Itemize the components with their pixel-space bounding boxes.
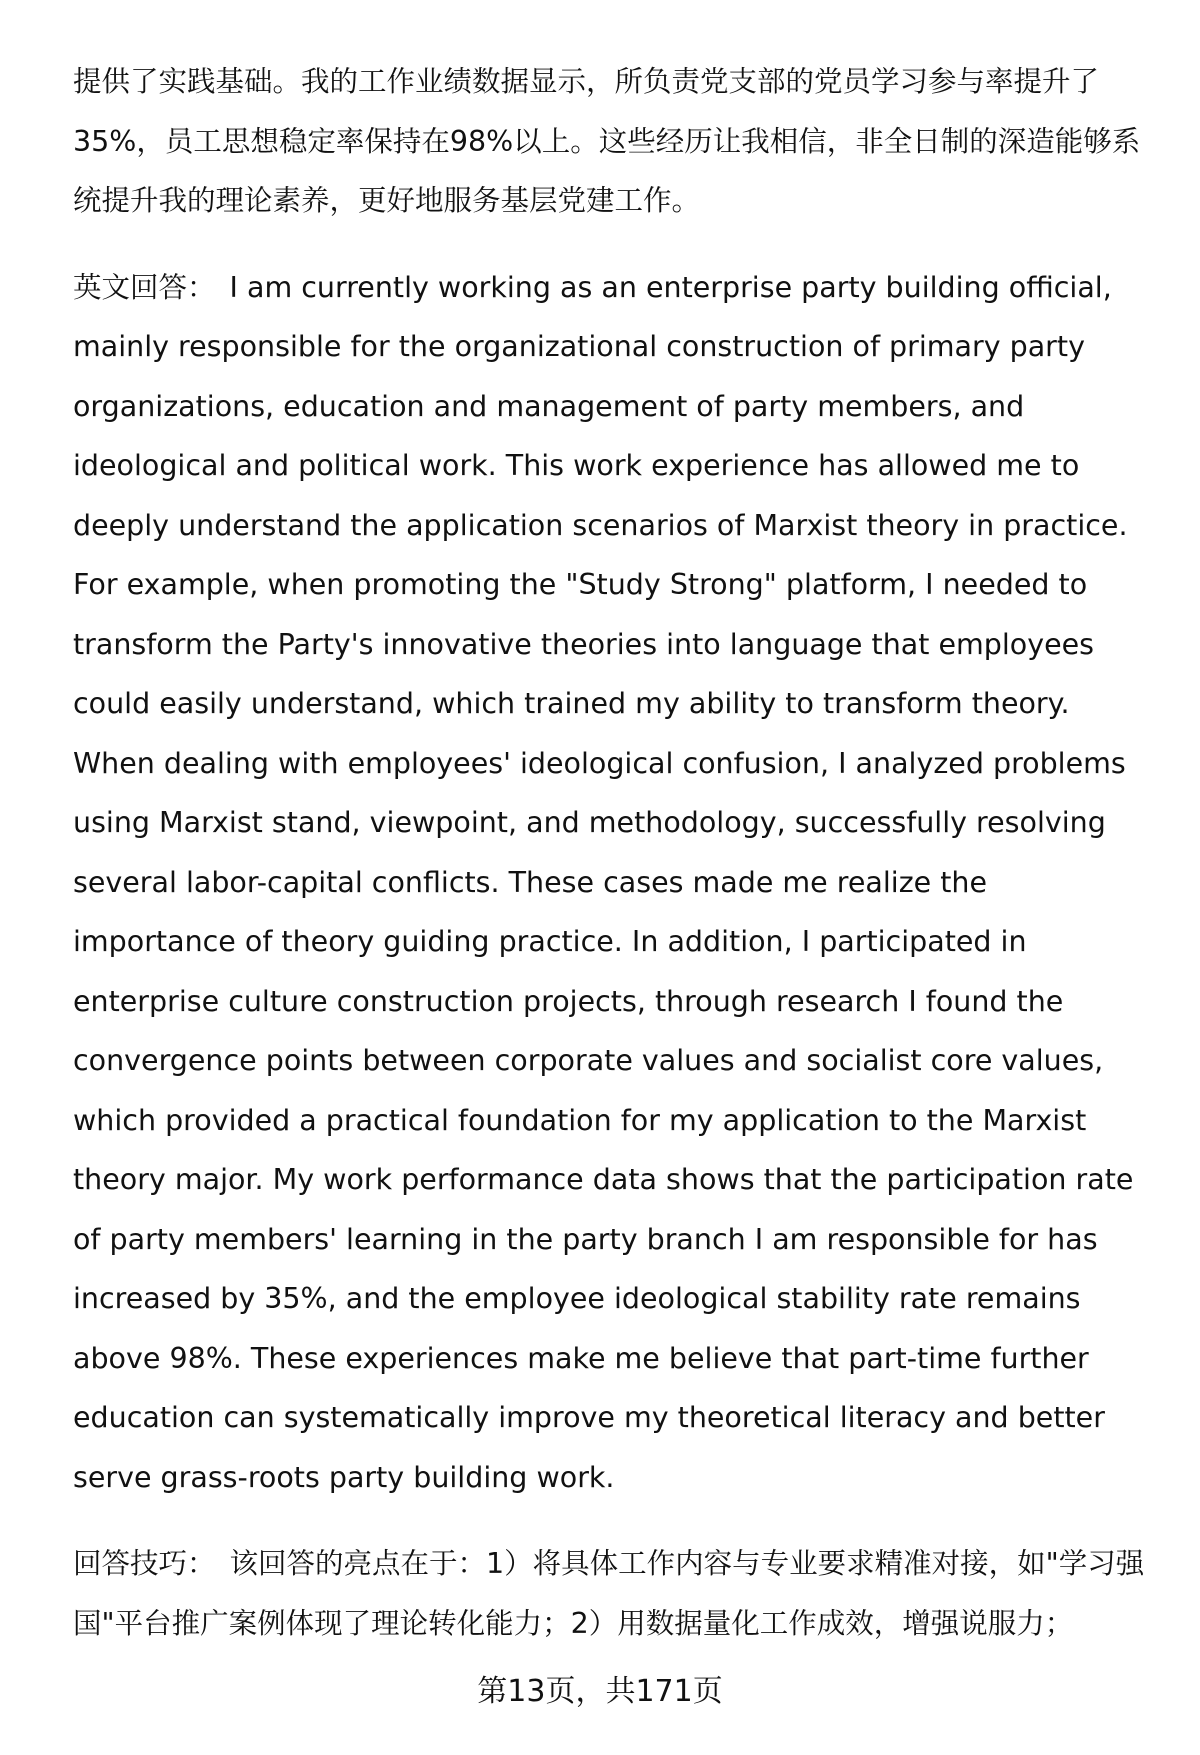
document-body xyxy=(73,52,1153,1653)
paragraph-text: I am currently working as an enterprise party building official, mainly responsible for the organizational construction of primary party organizations, education and management of party members, and ideological and political work. This work experience has allowed me to deeply understand the application scenarios of Marxist theory in practice. For example, when promoting the "Study Strong" platform, I needed to transform the Party's innovative theories into language that employees could easily understand, which trained my ability to transform theory. When dealing with employees' ideological confusion, I analyzed problems using Marxist stand, viewpoint, and methodology, successfully resolving several labor-capital conflicts. These cases made me realize the importance of theory guiding practice. In addition, I participated in enterprise culture construction projects, through research I found the convergence points between corporate values and socialist core values, which provided a practical foundation for my application to the Marxist theory major. My work performance data shows that the participation rate of party members' learning in the party branch I am responsible for has increased by 35%, and the employee ideological stability rate remains above 98%. These experiences make me believe that part-time further education can systematically improve my theoretical literacy and better serve grass-roots party building work. xyxy=(73,270,1134,1494)
paragraph-english-answer xyxy=(73,258,1153,1508)
page-number-footer: 第13页，共171页 xyxy=(477,1674,723,1709)
paragraph-answer-tips xyxy=(73,1534,1153,1653)
paragraph-chinese-answer-end xyxy=(73,52,1153,231)
paragraph-text: 提供了实践基础。我的工作业绩数据显示，所负责党支部的党员学习参与率提升了35%，员工思想稳定率保持在98%以上。这些经历让我相信，非全日制的深造能够系统提升我的理论素养，更好地服务基层党建工作。 xyxy=(73,65,1141,217)
english-answer-label: 英文回答： xyxy=(73,270,216,304)
paragraph-text: 该回答的亮点在于：1）将具体工作内容与专业要求精准对接，如"学习强国"平台推广案例体现了理论转化能力；2）用数据量化工作成效，增强说服力； xyxy=(73,1547,1145,1640)
answer-tips-label: 回答技巧： xyxy=(73,1547,216,1580)
